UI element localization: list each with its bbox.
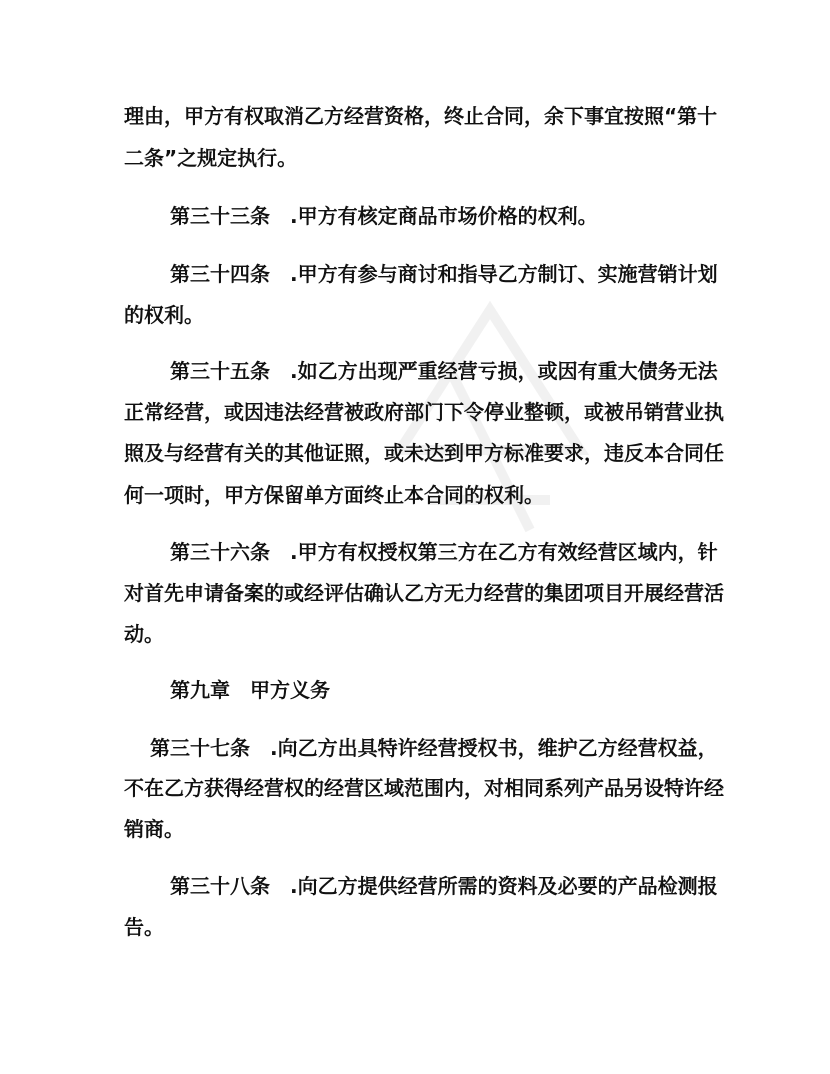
article-38: 第三十八条 .向乙方提供经营所需的资料及必要的产品检测报 <box>170 874 718 898</box>
text-line: 动。 <box>124 622 164 646</box>
article-34: 第三十四条 .甲方有参与商讨和指导乙方制订、实施营销计划 <box>170 262 718 286</box>
chapter-9-heading: 第九章 甲方义务 <box>170 678 330 702</box>
text-line: 不在乙方获得经营权的经营区域范围内，对相同系列产品另设特许经 <box>124 776 724 800</box>
article-36: 第三十六条 .甲方有权授权第三方在乙方有效经营区域内，针 <box>170 540 718 564</box>
article-37: 第三十七条 .向乙方出具特许经营授权书，维护乙方经营权益， <box>150 736 718 760</box>
text-line: 对首先申请备案的或经评估确认乙方无力经营的集团项目开展经营活 <box>124 581 724 605</box>
text-line: 销商。 <box>124 817 184 841</box>
text-line: 的权利。 <box>124 303 204 327</box>
text-line: 正常经营，或因违法经营被政府部门下令停业整顿，或被吊销营业执 <box>124 400 724 424</box>
text-line: 理由，甲方有权取消乙方经营资格，终止合同，余下事宜按照“第十 <box>124 104 718 128</box>
text-line: 照及与经营有关的其他证照，或未达到甲方标准要求，违反本合同任 <box>124 441 724 465</box>
article-33: 第三十三条 .甲方有核定商品市场价格的权利。 <box>170 204 598 228</box>
text-line: 二条”之规定执行。 <box>124 146 298 170</box>
text-line: 告。 <box>124 915 164 939</box>
article-35: 第三十五条 .如乙方出现严重经营亏损，或因有重大债务无法 <box>170 359 718 383</box>
text-line: 何一项时，甲方保留单方面终止本合同的权利。 <box>124 483 544 507</box>
